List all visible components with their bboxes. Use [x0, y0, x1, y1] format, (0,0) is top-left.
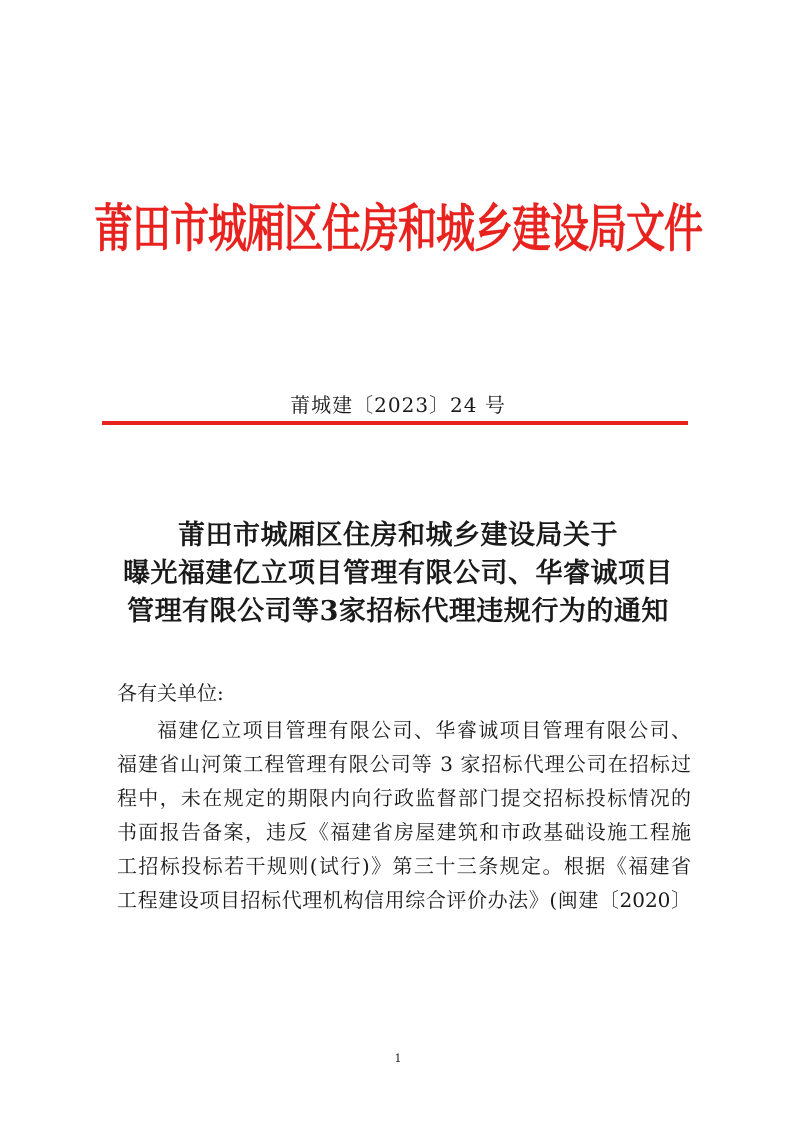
body-line: 书面报告备案，违反《福建省房屋建筑和市政基础设施工程施: [117, 820, 691, 844]
page-number: 1: [394, 1052, 402, 1065]
body-line: 福建省山河策工程管理有限公司等 3 家招标代理公司在招标过: [117, 752, 691, 776]
red-divider-line: [102, 421, 688, 425]
title-line: 莆田市城厢区住房和城乡建设局关于: [178, 520, 618, 551]
salutation: 各有关单位:: [117, 681, 224, 705]
body-line: 程中，未在规定的期限内向行政监督部门提交招标投标情况的: [117, 786, 691, 810]
body-line: 工程建设项目招标代理机构信用综合评价办法》(闽建〔2020〕: [117, 888, 691, 912]
title-line: 曝光福建亿立项目管理有限公司、华睿诚项目: [123, 558, 673, 589]
body-line: 福建亿立项目管理有限公司、华睿诚项目管理有限公司、: [157, 718, 691, 742]
body-paragraph: [117, 713, 691, 917]
body-line: 工招标投标若干规则(试行)》第三十三条规定。根据《福建省: [117, 854, 691, 878]
document-number: 莆城建〔2023〕24 号: [290, 393, 506, 417]
issuer-header-title: 莆田市城厢区住房和城乡建设局文件: [93, 200, 702, 260]
notice-title: [0, 517, 796, 631]
title-line: 管理有限公司等3家招标代理违规行为的通知: [127, 596, 669, 627]
